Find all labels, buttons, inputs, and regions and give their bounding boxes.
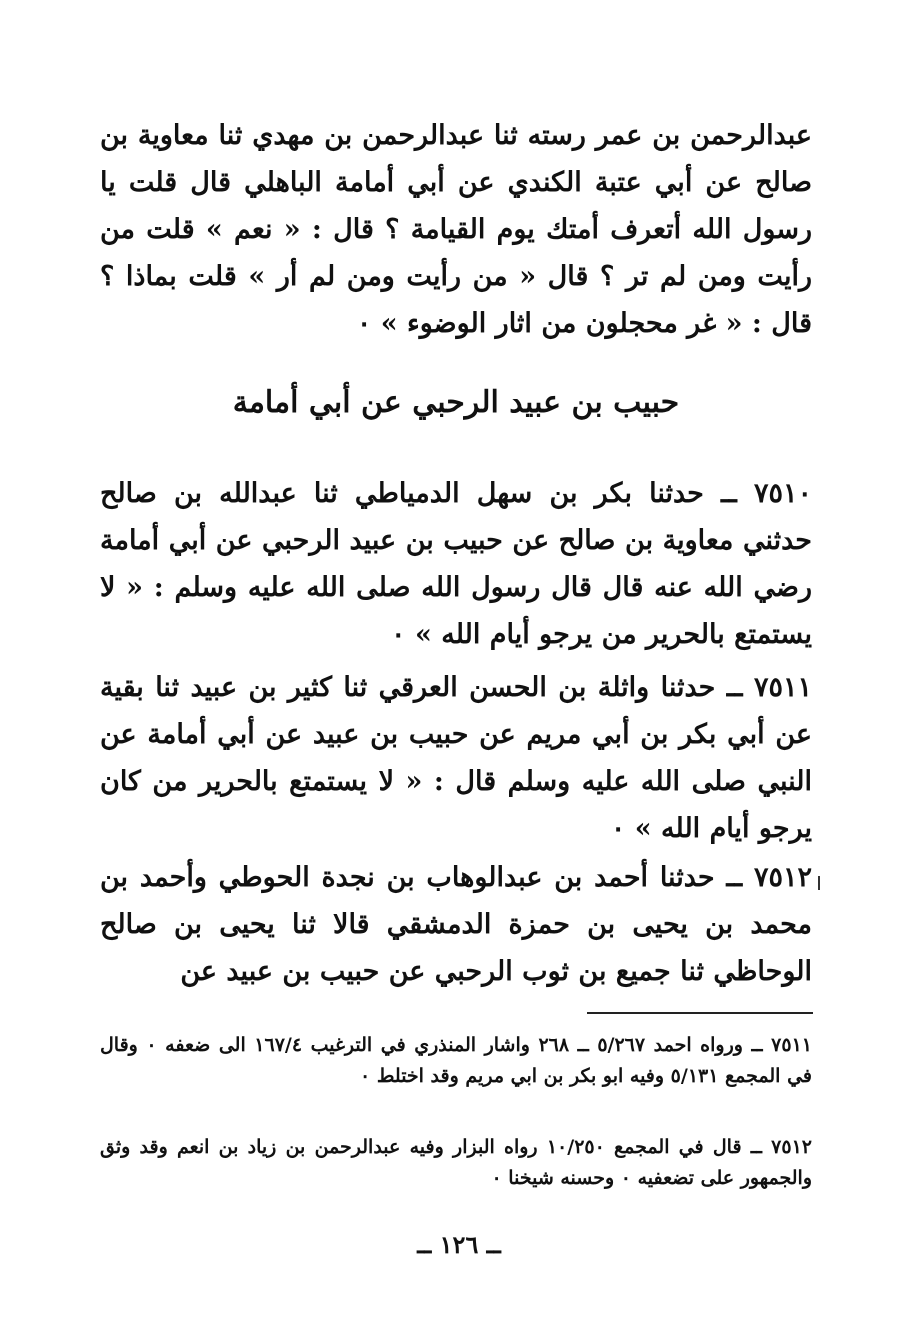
hadith-7510-text: ٧٥١٠ ــ حدثنا بكر بن سهل الدمياطي ثنا عبدالله بن صالح حدثني معاوية بن صالح عن حبيب بن عبيد الرحبي عن أبي أمامة رضي الله عنه قال قال رسول الله صلى الله عليه وسلم : « لا يستمتع بالحرير من يرجو أيام الله » ٠ [100,478,812,650]
hadith-7511-text: ٧٥١١ ــ حدثنا واثلة بن الحسن العرقي ثنا كثير بن عبيد ثنا بقية عن أبي بكر بن أبي مريم عن حبيب بن عبيد عن أبي أمامة عن النبي صلى الله عليه وسلم قال : « لا يستمتع بالحرير من كان يرجو أيام الله » ٠ [100,672,812,844]
footnote-7512-text: ٧٥١٢ ــ قال في المجمع ١٠/٢٥٠ رواه البزار وفيه عبدالرحمن بن زياد بن انعم وقد وثق والجمهور على تضعفيه ٠ وحسنه شيخنا ٠ [100,1136,812,1189]
hadith-7511 [100,664,812,852]
page-number: ــ ١٢٦ ــ [417,1230,501,1259]
section-heading: حبيب بن عبيد الرحبي عن أبي أمامة [232,385,680,420]
margin-mark [818,876,820,890]
footnote-divider [587,1012,813,1014]
hadith-7510 [100,470,812,658]
hadith-7512-text: ٧٥١٢ ــ حدثنا أحمد بن عبدالوهاب بن نجدة الحوطي وأحمد بن محمد بن يحيى بن حمزة الدمشقي قالا ثنا يحيى بن صالح الوحاظي ثنا جميع بن ثوب الرحبي عن حبيب بن عبيد عن [100,862,812,987]
intro-paragraph-text: عبدالرحمن بن عمر رسته ثنا عبدالرحمن بن مهدي ثنا معاوية بن صالح عن أبي عتبة الكندي عن أبي أمامة الباهلي قال قلت يا رسول الله أتعرف أمتك يوم القيامة ؟ قال : « نعم » قلت من رأيت ومن لم تر ؟ قال « من رأيت ومن لم أر » قلت بماذا ؟ قال : « غر محجلون من اثار الوضوء » ٠ [100,120,812,339]
footnote-7511-text: ٧٥١١ ــ ورواه احمد ٥/٢٦٧ ــ ٢٦٨ واشار المنذري في الترغيب ١٦٧/٤ الى ضعفه ٠ وقال في المجمع ٥/١٣١ وفيه ابو بكر بن ابي مريم وقد اختلط ٠ [100,1034,812,1087]
hadith-7512 [100,854,812,995]
footnote-7512 [100,1132,812,1194]
intro-paragraph [100,112,812,347]
footnote-7511 [100,1030,812,1092]
